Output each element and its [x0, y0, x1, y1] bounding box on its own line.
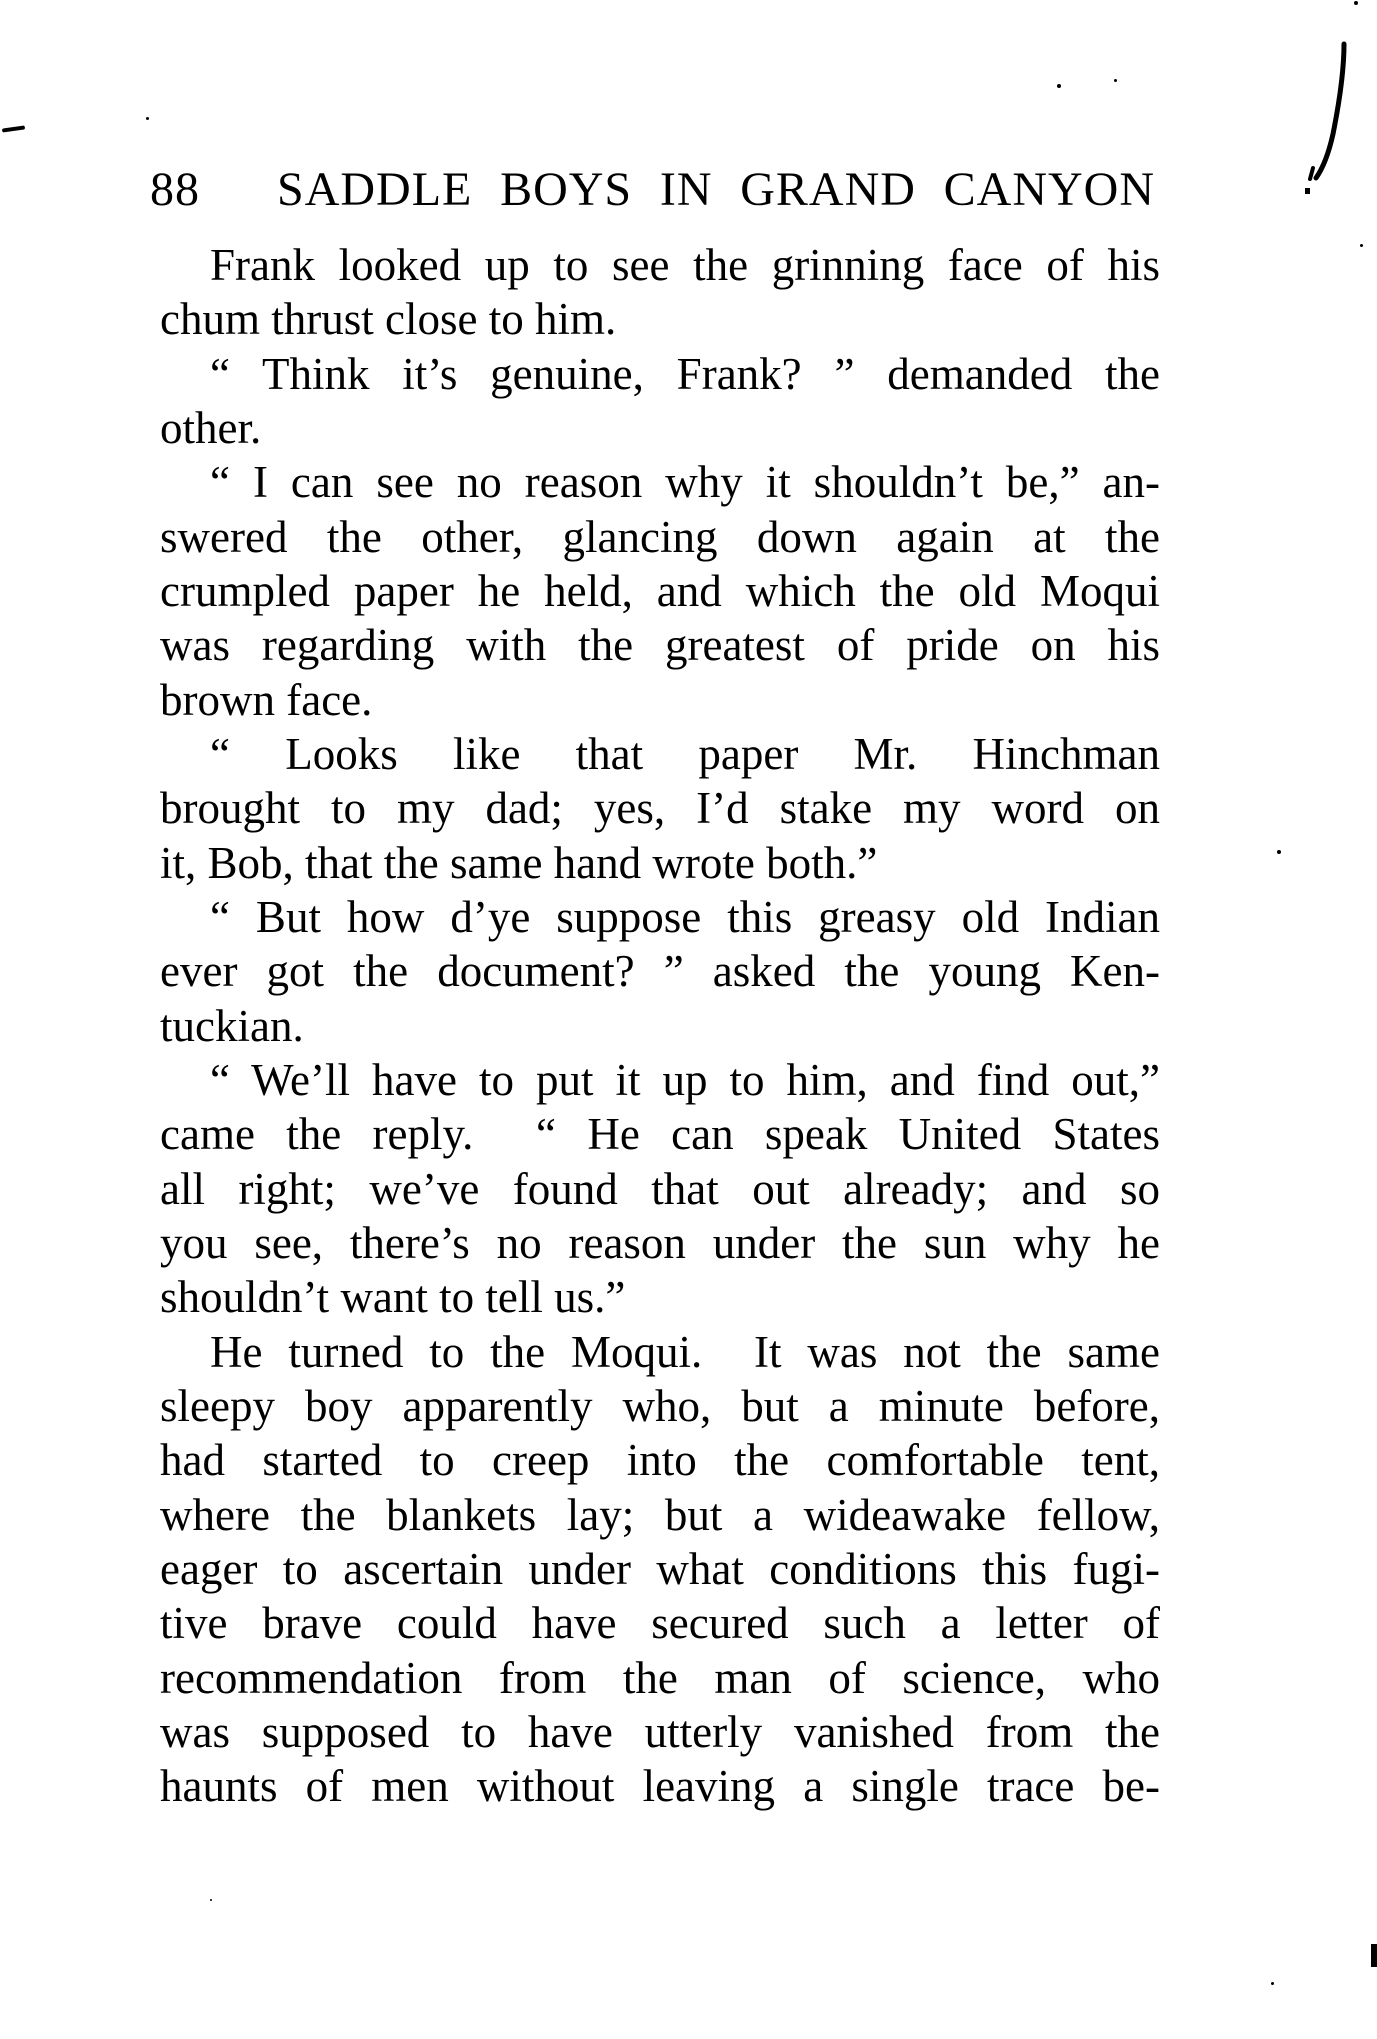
ink-speck: [146, 117, 149, 120]
text-line: came the reply. “ He can speak United States: [160, 1109, 1160, 1160]
text-line: it, Bob, that the same hand wrote both.”: [160, 837, 878, 888]
text-line: all right; we’ve found that out already; and so: [160, 1163, 1160, 1214]
ink-speck: [210, 1899, 212, 1901]
ink-speck: [1114, 79, 1117, 82]
text-line: He turned to the Moqui. It was not the same: [210, 1326, 1160, 1377]
ink-speck: [1057, 84, 1061, 88]
scan-edge-mark: [1371, 1944, 1377, 1967]
text-line: recommendation from the man of science, who: [160, 1652, 1160, 1703]
text-line: you see, there’s no reason under the sun why he: [160, 1217, 1160, 1268]
text-line: eager to ascertain under what conditions this fugi-: [160, 1543, 1160, 1594]
text-line: tive brave could have secured such a letter of: [160, 1598, 1160, 1649]
text-line: was supposed to have utterly vanished from the: [160, 1706, 1160, 1757]
ink-speck: [1360, 244, 1363, 247]
text-line: crumpled paper he held, and which the old Moqui: [160, 565, 1160, 616]
text-line: Frank looked up to see the grinning face of his: [210, 240, 1160, 290]
text-line: brought to my dad; yes, I’d stake my word on: [160, 783, 1160, 834]
ink-speck: [1271, 1982, 1274, 1985]
text-line: “ We’ll have to put it up to him, and find out,”: [210, 1054, 1160, 1105]
text-block: [160, 238, 1160, 1814]
text-line: sleepy boy apparently who, but a minute before,: [160, 1380, 1160, 1431]
text-line: ever got the document? ” asked the young Ken-: [160, 946, 1160, 997]
page-title: SADDLE BOYS IN GRAND CANYON: [277, 163, 1155, 216]
text-line: “ Looks like that paper Mr. Hinchman: [210, 728, 1160, 779]
text-line: other.: [160, 402, 262, 453]
text-line: haunts of men without leaving a single trace be-: [160, 1761, 1160, 1812]
text-line: “ I can see no reason why it shouldn’t be,” an-: [210, 457, 1160, 508]
text-line: “ Think it’s genuine, Frank? ” demanded the: [210, 348, 1160, 399]
text-line: shouldn’t want to tell us.”: [160, 1272, 626, 1323]
text-line: chum thrust close to him.: [160, 294, 617, 345]
ink-speck: [1277, 850, 1281, 854]
text-line: swered the other, glancing down again at the: [160, 511, 1160, 562]
text-line: brown face.: [160, 674, 373, 725]
ink-speck: [2, 125, 25, 132]
ink-speck: [1354, 1, 1358, 5]
text-line: “ But how d’ye suppose this greasy old Indian: [210, 891, 1160, 942]
page-number: 88: [150, 163, 200, 216]
scan-crease-mark: [1296, 38, 1360, 208]
text-line: had started to creep into the comfortable tent,: [160, 1435, 1160, 1486]
text-line: where the blankets lay; but a wideawake fellow,: [160, 1489, 1160, 1540]
text-line: tuckian.: [160, 1000, 304, 1051]
text-line: was regarding with the greatest of pride on his: [160, 620, 1160, 671]
